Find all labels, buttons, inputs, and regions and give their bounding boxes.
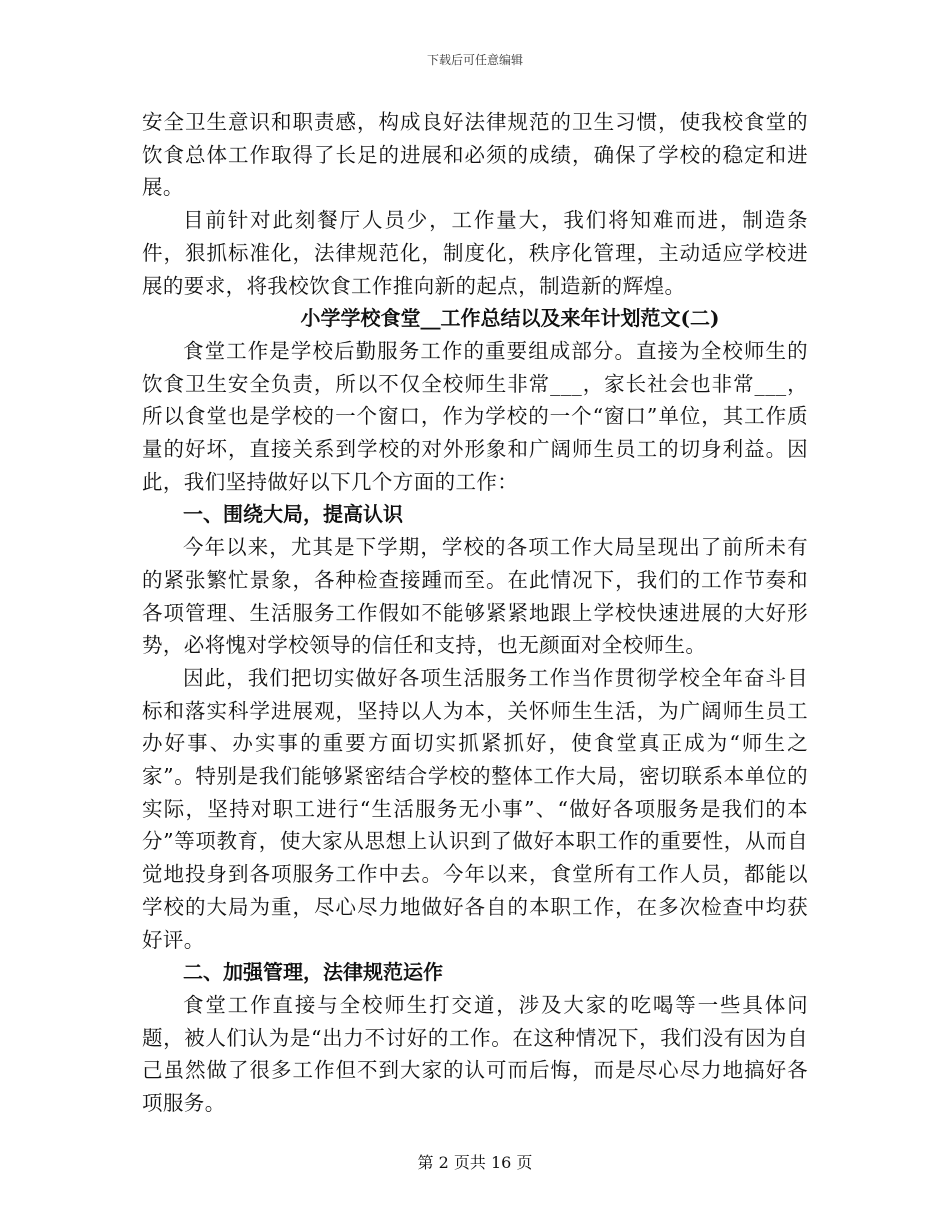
page-header: 下载后可任意编辑 [426, 53, 523, 67]
paragraph-5: 因此，我们把切实做好各项生活服务工作当作贯彻学校全年奋斗目标和落实科学进展观，坚持以人为本，关怀师生生活，为广阔师生员工办好事、办实事的重要方面切实抓紧抓好，使食堂真正成为“师生之家”。特别是我们能够紧密结合学校的整体工作大局，密切联系本单位的实际，坚持对职工进行“生活服务无小事”、“做好各项服务是我们的本分”等项教育，使大家从思想上认识到了做好本职工作的重要性，从而自觉地投身到各项服务工作中去。今年以来，食堂所有工作人员，都能以学校的大局为重，尽心尽力地做好各自的本职工作，在多次检查中均获好评。 [142, 665, 808, 952]
paragraph-2: 目前针对此刻餐厅人员少，工作量大，我们将知难而进，制造条件，狠抓标准化，法律规范化，制度化，秩序化管理，主动适应学校进展的要求，将我校饮食工作推向新的起点，制造新的辉煌。 [142, 208, 808, 298]
heading-2: 二、加强管理，法律规范运作 [183, 960, 443, 985]
paragraph-3: 食堂工作是学校后勤服务工作的重要组成部分。直接为全校师生的饮食卫生安全负责，所以不仅全校师生非常___，家长社会也非常___，所以食堂也是学校的一个窗口，作为学校的一个“窗口”单位，其工作质量的好坏，直接关系到学校的对外形象和广阔师生员工的切身利益。因此，我们坚持做好以下几个方面的工作： [142, 338, 808, 494]
heading-1: 一、围绕大局，提高认识 [183, 502, 403, 527]
paragraph-1: 安全卫生意识和职责感，构成良好法律规范的卫生习惯，使我校食堂的饮食总体工作取得了长足的进展和必须的成绩，确保了学校的稳定和进展。 [142, 110, 808, 200]
paragraph-4: 今年以来，尤其是下学期，学校的各项工作大局呈现出了前所未有的紧张繁忙景象，各种检查接踵而至。在此情况下，我们的工作节奏和各项管理、生活服务工作假如不能够紧紧地跟上学校快速进展的大好形势，必将愧对学校领导的信任和支持，也无颜面对全校师生。 [142, 535, 808, 658]
page-footer: 第 2 页共 16 页 [417, 1153, 533, 1172]
document-body [142, 106, 808, 1120]
section-title: 小学学校食堂__工作总结以及来年计划范文(二) [300, 306, 720, 331]
paragraph-6: 食堂工作直接与全校师生打交道，涉及大家的吃喝等一些具体问题，被人们认为是“出力不讨好的工作。在这种情况下，我们没有因为自己虽然做了很多工作但不到大家的认可而后悔，而是尽心尽力地搞好各项服务。 [142, 992, 808, 1116]
